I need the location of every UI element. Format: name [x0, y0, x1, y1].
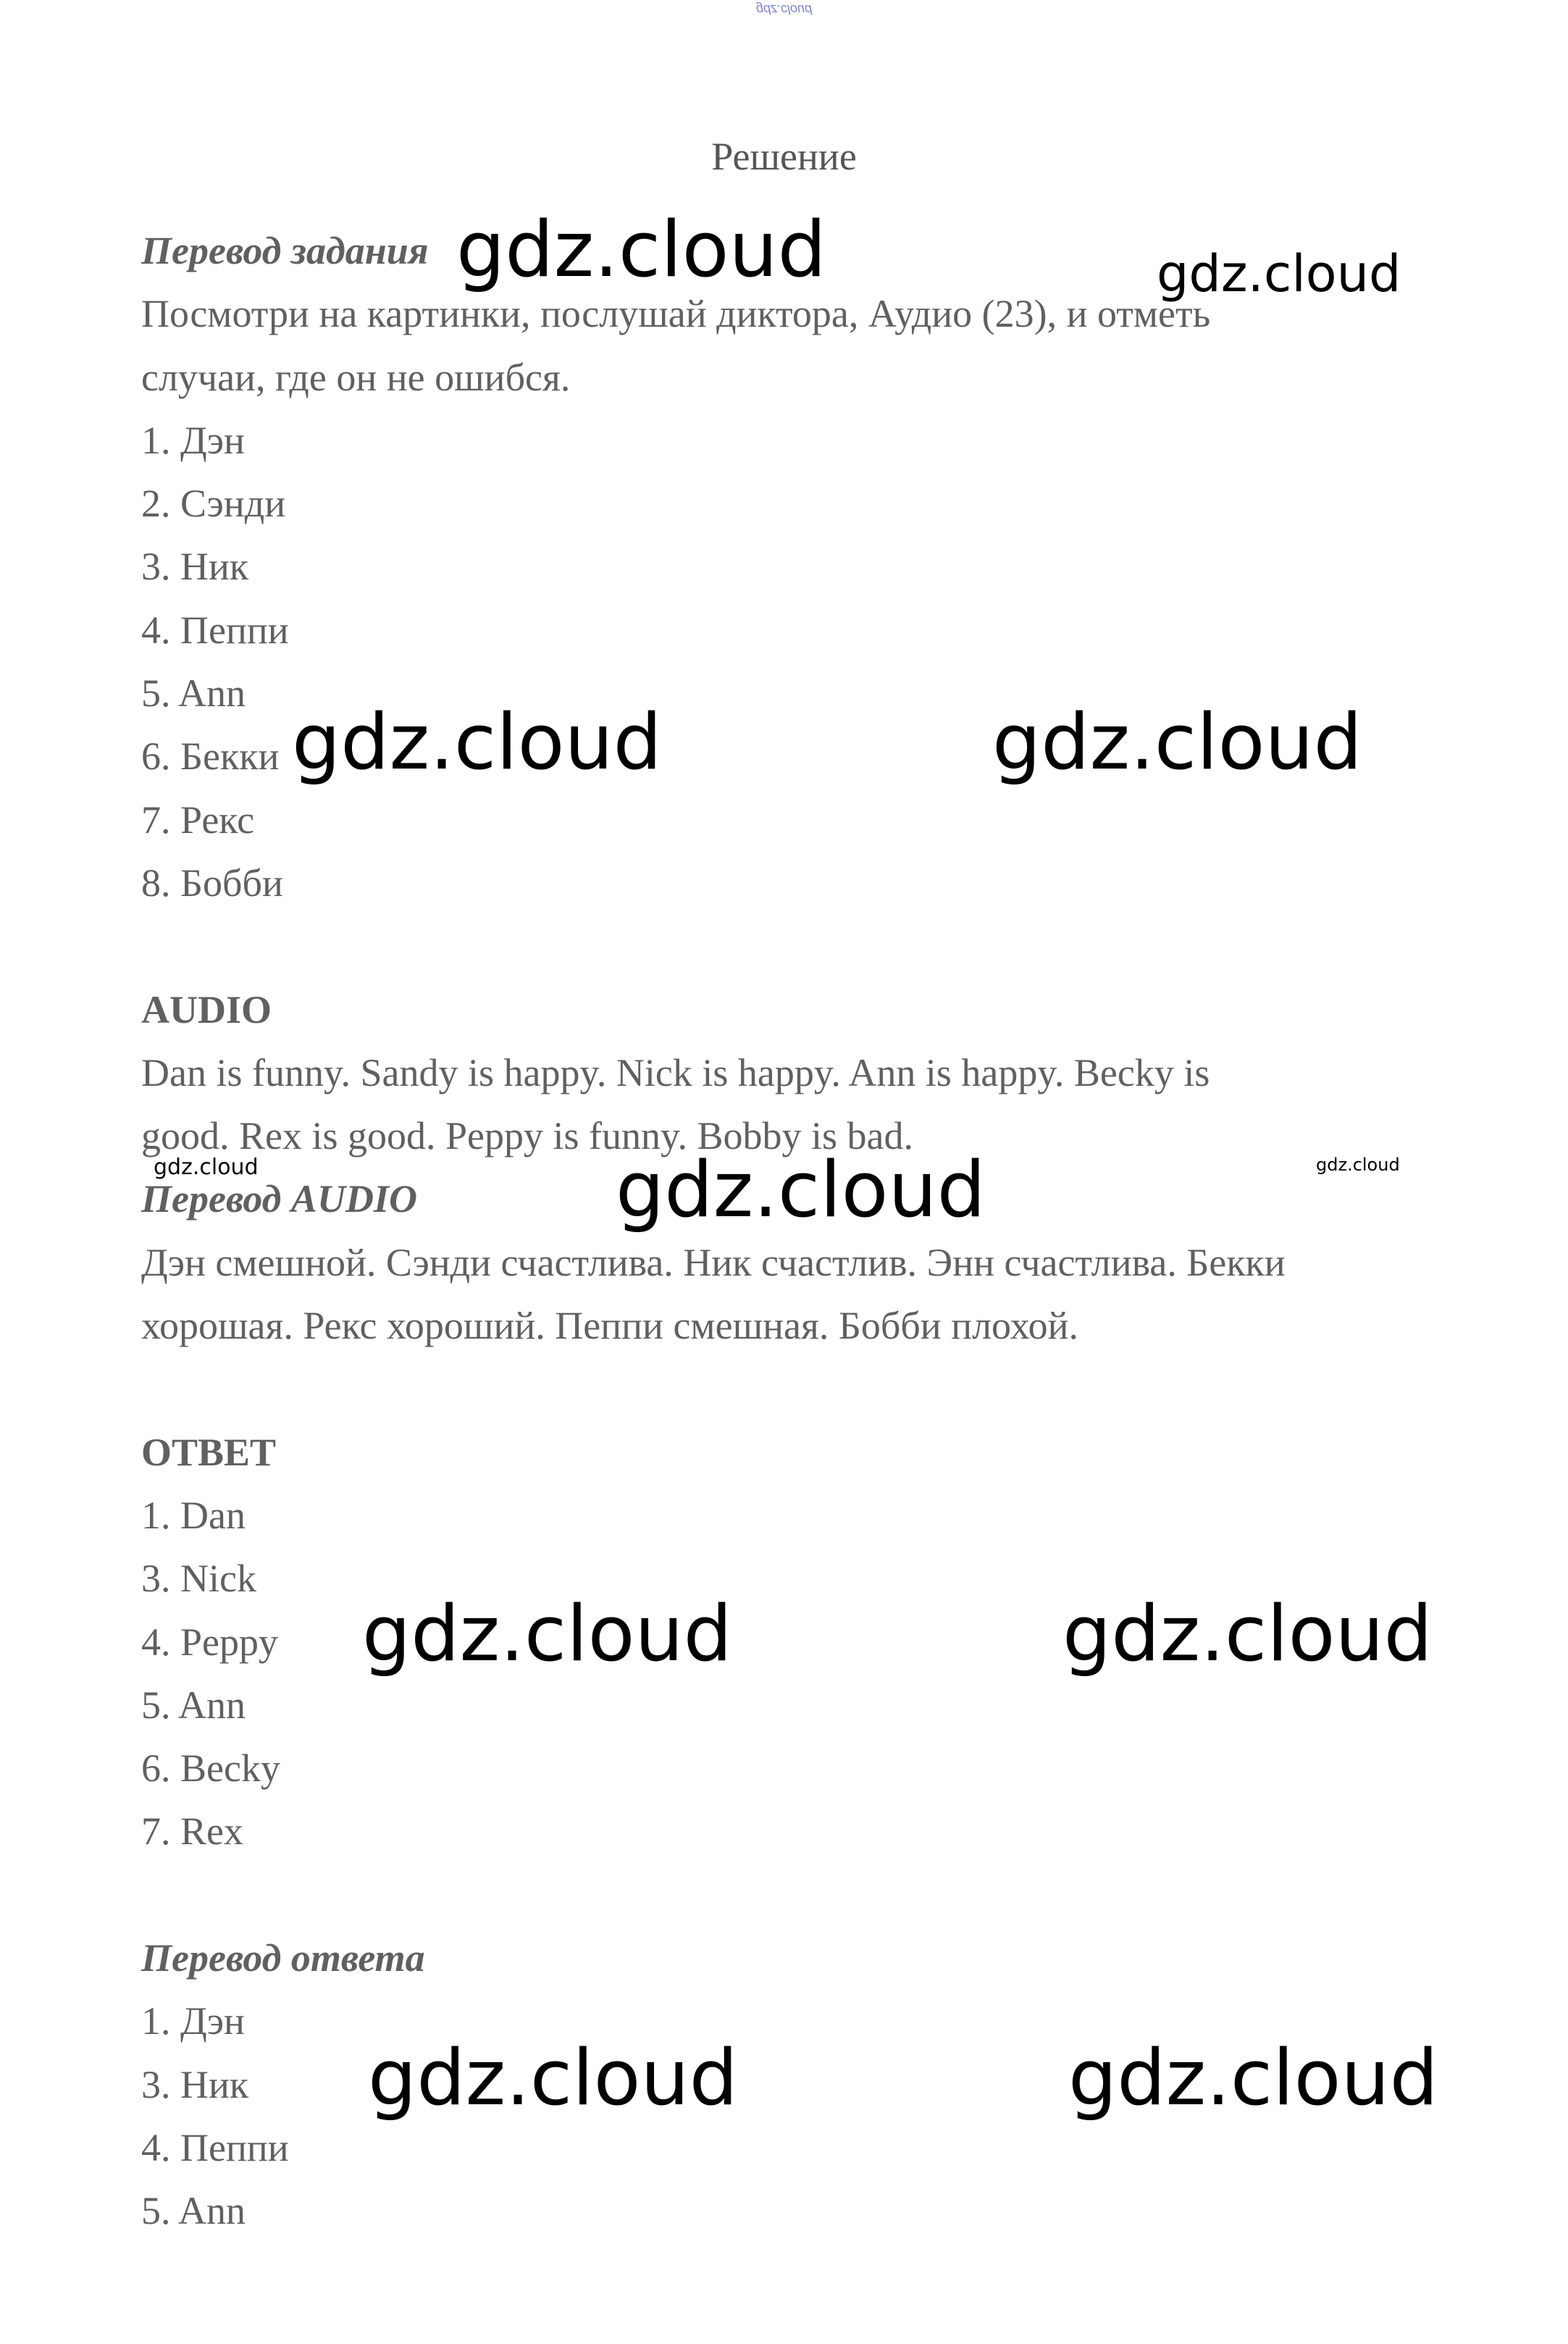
answer-item: 7. Rex — [141, 1809, 243, 1854]
answer-translation-item: 5. Ann — [141, 2189, 246, 2233]
answer-item: 5. Ann — [141, 1683, 246, 1727]
watermark: gdz.cloud — [362, 1589, 732, 1678]
page-title: Решение — [711, 135, 857, 178]
spacer — [141, 1864, 1445, 1927]
answer-item: 3. Nick — [141, 1557, 256, 1601]
watermark: gdz.cloud — [992, 698, 1362, 787]
task-list-item: 6. Бекки — [141, 734, 280, 779]
spacer — [141, 915, 1445, 978]
answer-translation-item: 1. Дэн — [141, 1999, 245, 2043]
answer-translation-item: 3. Ник — [141, 2062, 249, 2106]
answer-heading: ОТВЕТ — [141, 1430, 277, 1474]
task-list-item: 1. Дэн — [141, 418, 245, 462]
watermark: gdz.cloud — [456, 205, 826, 294]
watermark: gdz.cloud — [154, 1155, 259, 1180]
watermark: gdz.cloud — [368, 2033, 738, 2122]
answer-translation-heading: Перевод ответа — [141, 1936, 425, 1980]
top-watermark: gdz.cloud — [755, 2, 813, 17]
answer-translation-item: 4. Пеппи — [141, 2125, 289, 2169]
task-list-item: 4. Пеппи — [141, 608, 289, 652]
audio-heading: AUDIO — [141, 987, 272, 1031]
task-list-item: 5. Ann — [141, 671, 246, 716]
task-list-item: 7. Рекс — [141, 798, 255, 842]
watermark: gdz.cloud — [292, 698, 662, 787]
answer-item: 1. Dan — [141, 1493, 246, 1537]
task-text-line: случаи, где он не ошибся. — [141, 355, 571, 399]
watermark: gdz.cloud — [1157, 244, 1401, 304]
audio-translation-heading: Перевод AUDIO — [141, 1177, 417, 1221]
answer-item: 4. Peppy — [141, 1620, 278, 1664]
spacer — [141, 1357, 1445, 1420]
watermark: gdz.cloud — [1316, 1155, 1400, 1175]
audio-line: Dan is funny. Sandy is happy. Nick is happy. Ann is happy. Becky is — [141, 1050, 1210, 1094]
audio-translation-line: Дэн смешной. Сэнди счастлива. Ник счастлив. Энн счастлива. Бекки — [141, 1240, 1286, 1284]
task-text-line: Посмотри на картинки, послушай диктора, Аудио (23), и отметь — [141, 292, 1211, 336]
watermark: gdz.cloud — [1062, 1589, 1433, 1678]
audio-line: good. Rex is good. Peppy is funny. Bobby is bad. — [141, 1114, 913, 1158]
watermark: gdz.cloud — [1068, 2033, 1438, 2122]
answer-item: 6. Becky — [141, 1746, 280, 1791]
audio-translation-line: хорошая. Рекс хороший. Пеппи смешная. Бобби плохой. — [141, 1304, 1079, 1348]
task-translation-heading: Перевод задания — [141, 229, 429, 272]
task-list-item: 3. Ник — [141, 545, 249, 589]
task-list-item: 8. Бобби — [141, 861, 283, 905]
task-list-item: 2. Сэнди — [141, 482, 286, 526]
watermark: gdz.cloud — [616, 1145, 986, 1234]
